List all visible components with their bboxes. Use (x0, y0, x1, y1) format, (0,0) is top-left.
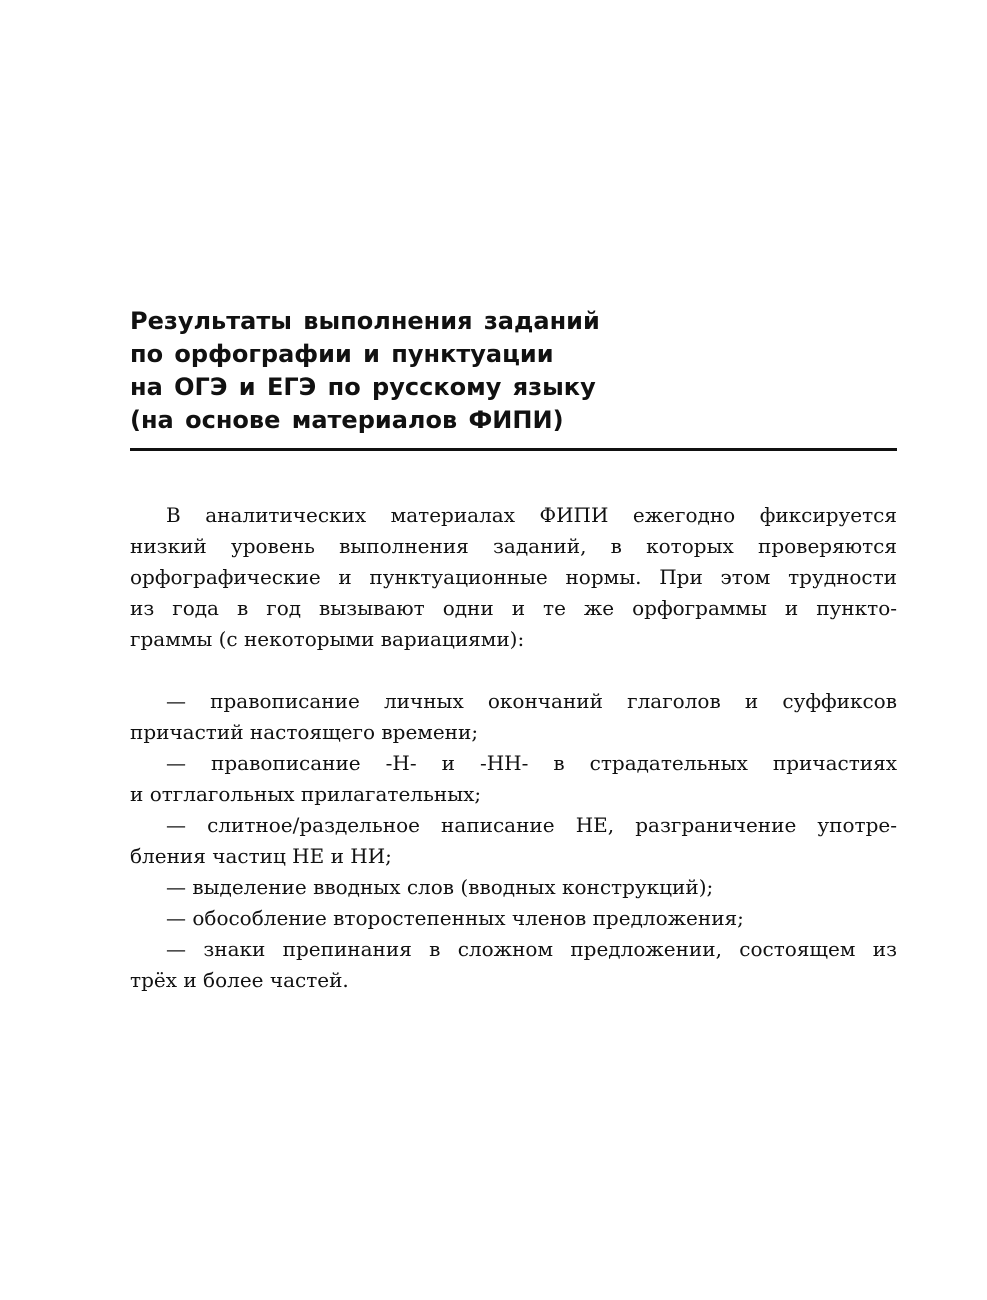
text-line: причастий настоящего времени; (130, 720, 479, 744)
heading-line: на ОГЭ и ЕГЭ по русскому языку (130, 373, 596, 401)
list-item (130, 934, 897, 996)
text-line: трёх и более частей. (130, 968, 349, 992)
heading-divider (130, 448, 897, 451)
list-item (130, 748, 897, 810)
section-heading (130, 305, 897, 437)
text-line: — правописание личных окончаний глаголов и суффиксов (166, 689, 897, 713)
text-line: В аналитических материалах ФИПИ ежегодно фиксируется (166, 503, 897, 527)
text-line: — правописание -Н- и -НН- в страдательных причастиях (166, 751, 897, 775)
list-item (130, 872, 897, 903)
text-line: орфографические и пунктуационные нормы. При этом трудности (130, 565, 897, 589)
text-line: граммы (с некоторыми вариациями): (130, 627, 525, 651)
heading-line: Результаты выполнения заданий (130, 307, 600, 335)
text-line: и отглагольных прилагательных; (130, 782, 482, 806)
difficulty-list (130, 686, 897, 996)
heading-line: (на основе материалов ФИПИ) (130, 406, 564, 434)
heading-line: по орфографии и пунктуации (130, 340, 554, 368)
list-item (130, 686, 897, 748)
text-line: — обособление второстепенных членов предложения; (166, 906, 744, 930)
intro-paragraph (130, 500, 897, 655)
text-line: низкий уровень выполнения заданий, в которых проверяются (130, 534, 897, 558)
text-line: — слитное/раздельное написание НЕ, разграничение употре- (166, 813, 897, 837)
text-line: — выделение вводных слов (вводных конструкций); (166, 875, 714, 899)
list-item (130, 810, 897, 872)
body-text (130, 500, 897, 996)
text-line: бления частиц НЕ и НИ; (130, 844, 392, 868)
text-line: — знаки препинания в сложном предложении, состоящем из (166, 937, 897, 961)
list-item (130, 903, 897, 934)
text-line: из года в год вызывают одни и те же орфограммы и пункто- (130, 596, 897, 620)
